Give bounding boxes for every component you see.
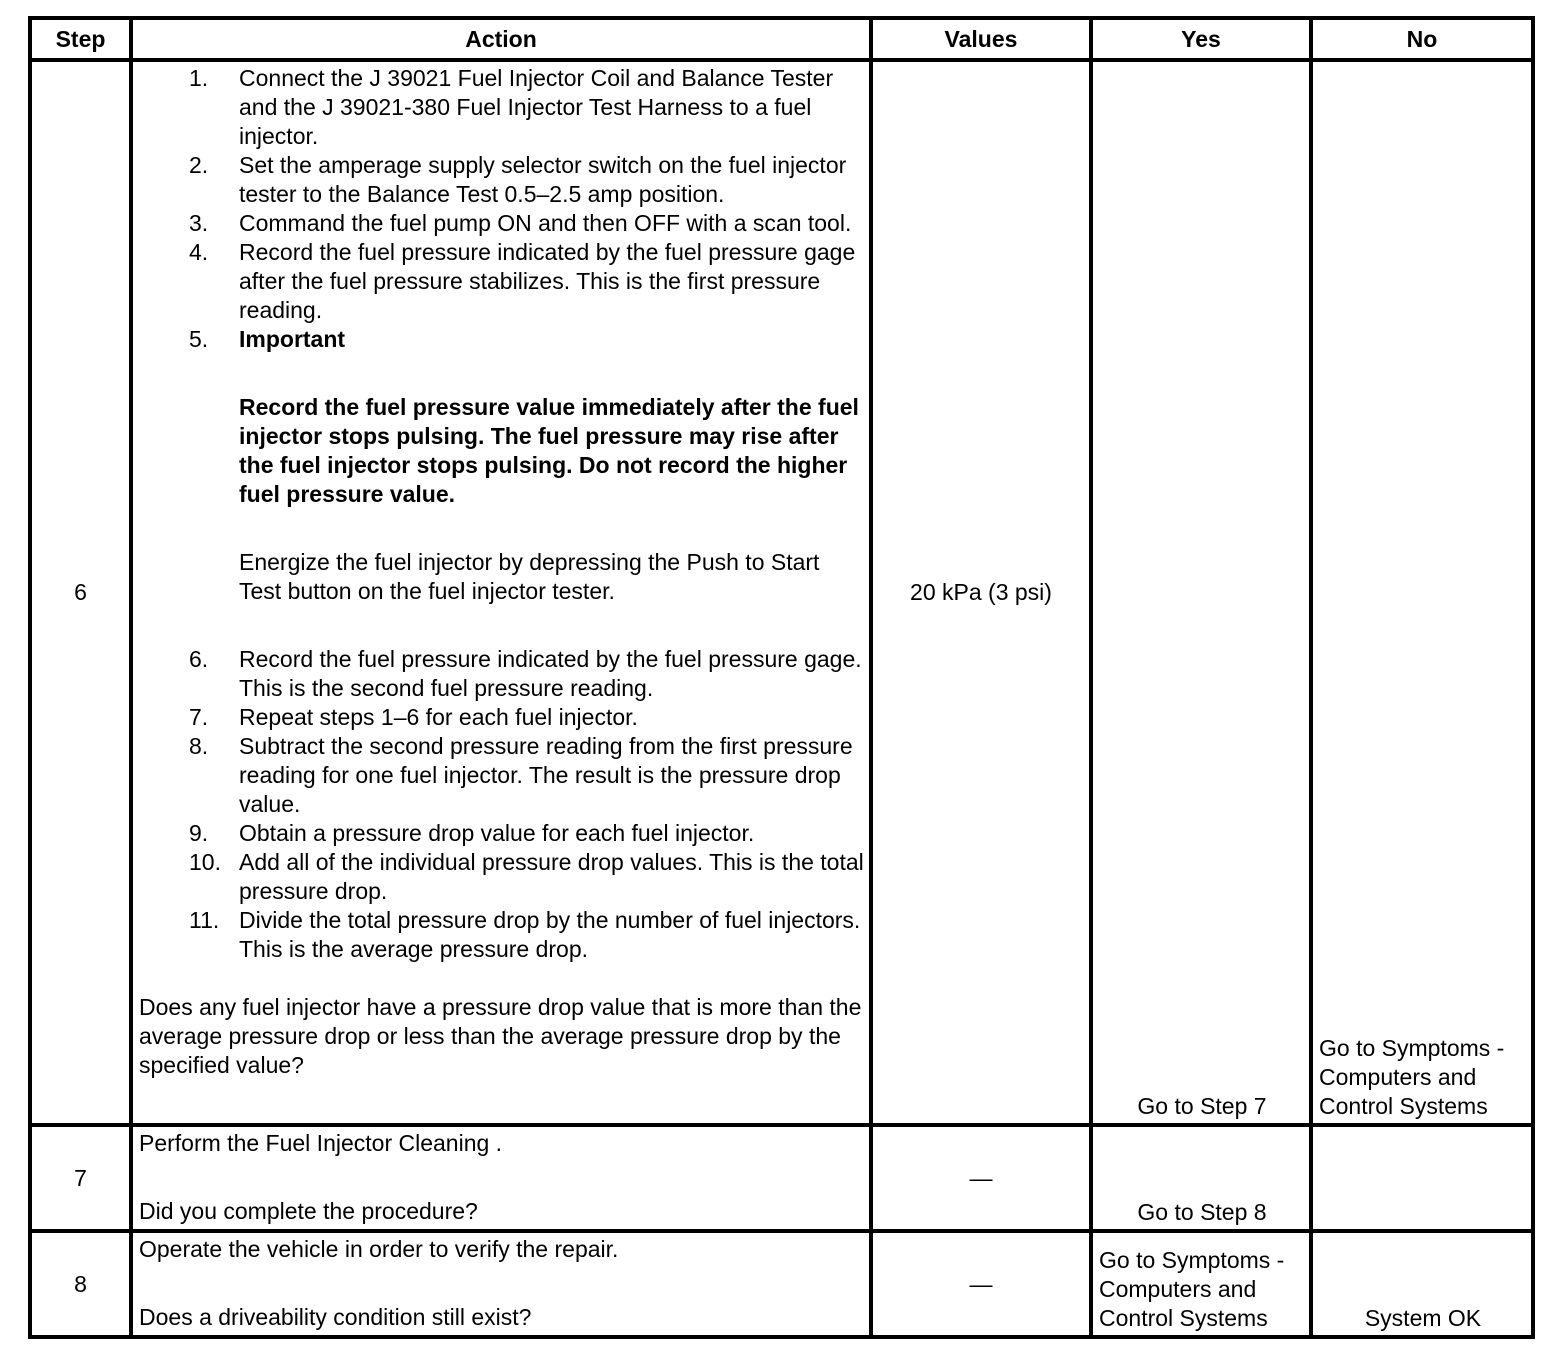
no-cell: Go to Symptoms - Computers and Control Systems [1311, 60, 1533, 1125]
step-number: 6 [30, 60, 131, 1125]
diagnostic-question: Does any fuel injector have a pressure drop value that is more than the average pressure drop or less than the average pressure drop by the specified value? [139, 994, 862, 1078]
diagnostic-question: Did you complete the procedure? [139, 1198, 478, 1224]
list-item [139, 906, 865, 964]
yes-cell: Go to Symptoms - Computers and Control Systems [1091, 1231, 1311, 1337]
yes-cell: Go to Step 7 [1091, 60, 1311, 1125]
table-row [30, 1125, 1533, 1231]
list-text: Record the fuel pressure indicated by the fuel pressure gage after the fuel pressure stabilizes. This is the first pressure reading. [239, 239, 856, 323]
list-number: 10. [189, 849, 221, 875]
action-cell [131, 1125, 871, 1231]
list-item [139, 732, 865, 819]
list-number: 8. [189, 733, 209, 759]
list-item [139, 151, 865, 209]
header-action: Action [131, 18, 871, 60]
header-yes: Yes [1091, 18, 1311, 60]
table-row [30, 60, 1533, 1125]
list-item [139, 209, 865, 238]
procedure-list [139, 64, 865, 964]
action-cell [131, 1231, 871, 1337]
list-text: Set the amperage supply selector switch on the fuel injector tester to the Balance Test 0.5–2.5 amp position. [239, 152, 847, 207]
values-cell: — [871, 1231, 1091, 1337]
list-item [139, 703, 865, 732]
list-number: 9. [189, 820, 209, 846]
values-cell: — [871, 1125, 1091, 1231]
list-text: Command the fuel pump ON and then OFF with a scan tool. [239, 210, 852, 236]
values-cell: 20 kPa (3 psi) [871, 60, 1091, 1125]
list-text: Record the fuel pressure indicated by the fuel pressure gage. This is the second fuel pressure reading. [239, 646, 862, 701]
list-text: Repeat steps 1–6 for each fuel injector. [239, 704, 638, 730]
step-number: 8 [30, 1231, 131, 1337]
list-number: 7. [189, 704, 209, 730]
list-item [139, 238, 865, 325]
list-item [139, 645, 865, 703]
table-row [30, 1231, 1533, 1337]
list-item [139, 848, 865, 906]
list-text: Add all of the individual pressure drop values. This is the total pressure drop. [239, 849, 864, 904]
no-cell [1311, 1125, 1533, 1231]
list-text: Connect the J 39021 Fuel Injector Coil and Balance Tester and the J 39021-380 Fuel Injector Test Harness to a fuel injector. [239, 65, 834, 149]
list-text: Subtract the second pressure reading from the first pressure reading for one fuel injector. The result is the pressure drop value. [239, 733, 853, 817]
diagnostic-table [28, 16, 1535, 1339]
header-no: No [1311, 18, 1533, 60]
list-number: 4. [189, 239, 209, 265]
header-row [30, 18, 1533, 60]
list-text: Divide the total pressure drop by the number of fuel injectors. This is the average pressure drop. [239, 907, 861, 962]
list-number: 11. [189, 907, 220, 933]
list-text: Obtain a pressure drop value for each fuel injector. [239, 820, 755, 846]
action-cell [131, 60, 871, 1125]
action-text: Perform the Fuel Injector Cleaning . [139, 1130, 503, 1156]
list-number: 3. [189, 210, 209, 236]
diagnostic-question: Does a driveability condition still exist? [139, 1304, 532, 1330]
action-text: Operate the vehicle in order to verify the repair. [139, 1236, 619, 1262]
step-number: 7 [30, 1125, 131, 1231]
list-number: 5. [189, 326, 209, 352]
no-cell: System OK [1311, 1231, 1533, 1337]
list-item [139, 64, 865, 151]
list-number: 1. [189, 65, 209, 91]
list-number: 2. [189, 152, 209, 178]
list-number: 6. [189, 646, 209, 672]
energize-instruction: Energize the fuel injector by depressing the Push to Start Test button on the fuel injector tester. [239, 549, 820, 604]
yes-cell: Go to Step 8 [1091, 1125, 1311, 1231]
important-note: Record the fuel pressure value immediately after the fuel injector stops pulsing. The fuel pressure may rise after the fuel injector stops pulsing. Do not record the higher fuel pressure value. [239, 394, 859, 507]
header-step: Step [30, 18, 131, 60]
list-item [139, 325, 865, 645]
list-item [139, 819, 865, 848]
header-values: Values [871, 18, 1091, 60]
important-heading: Important [239, 326, 346, 352]
